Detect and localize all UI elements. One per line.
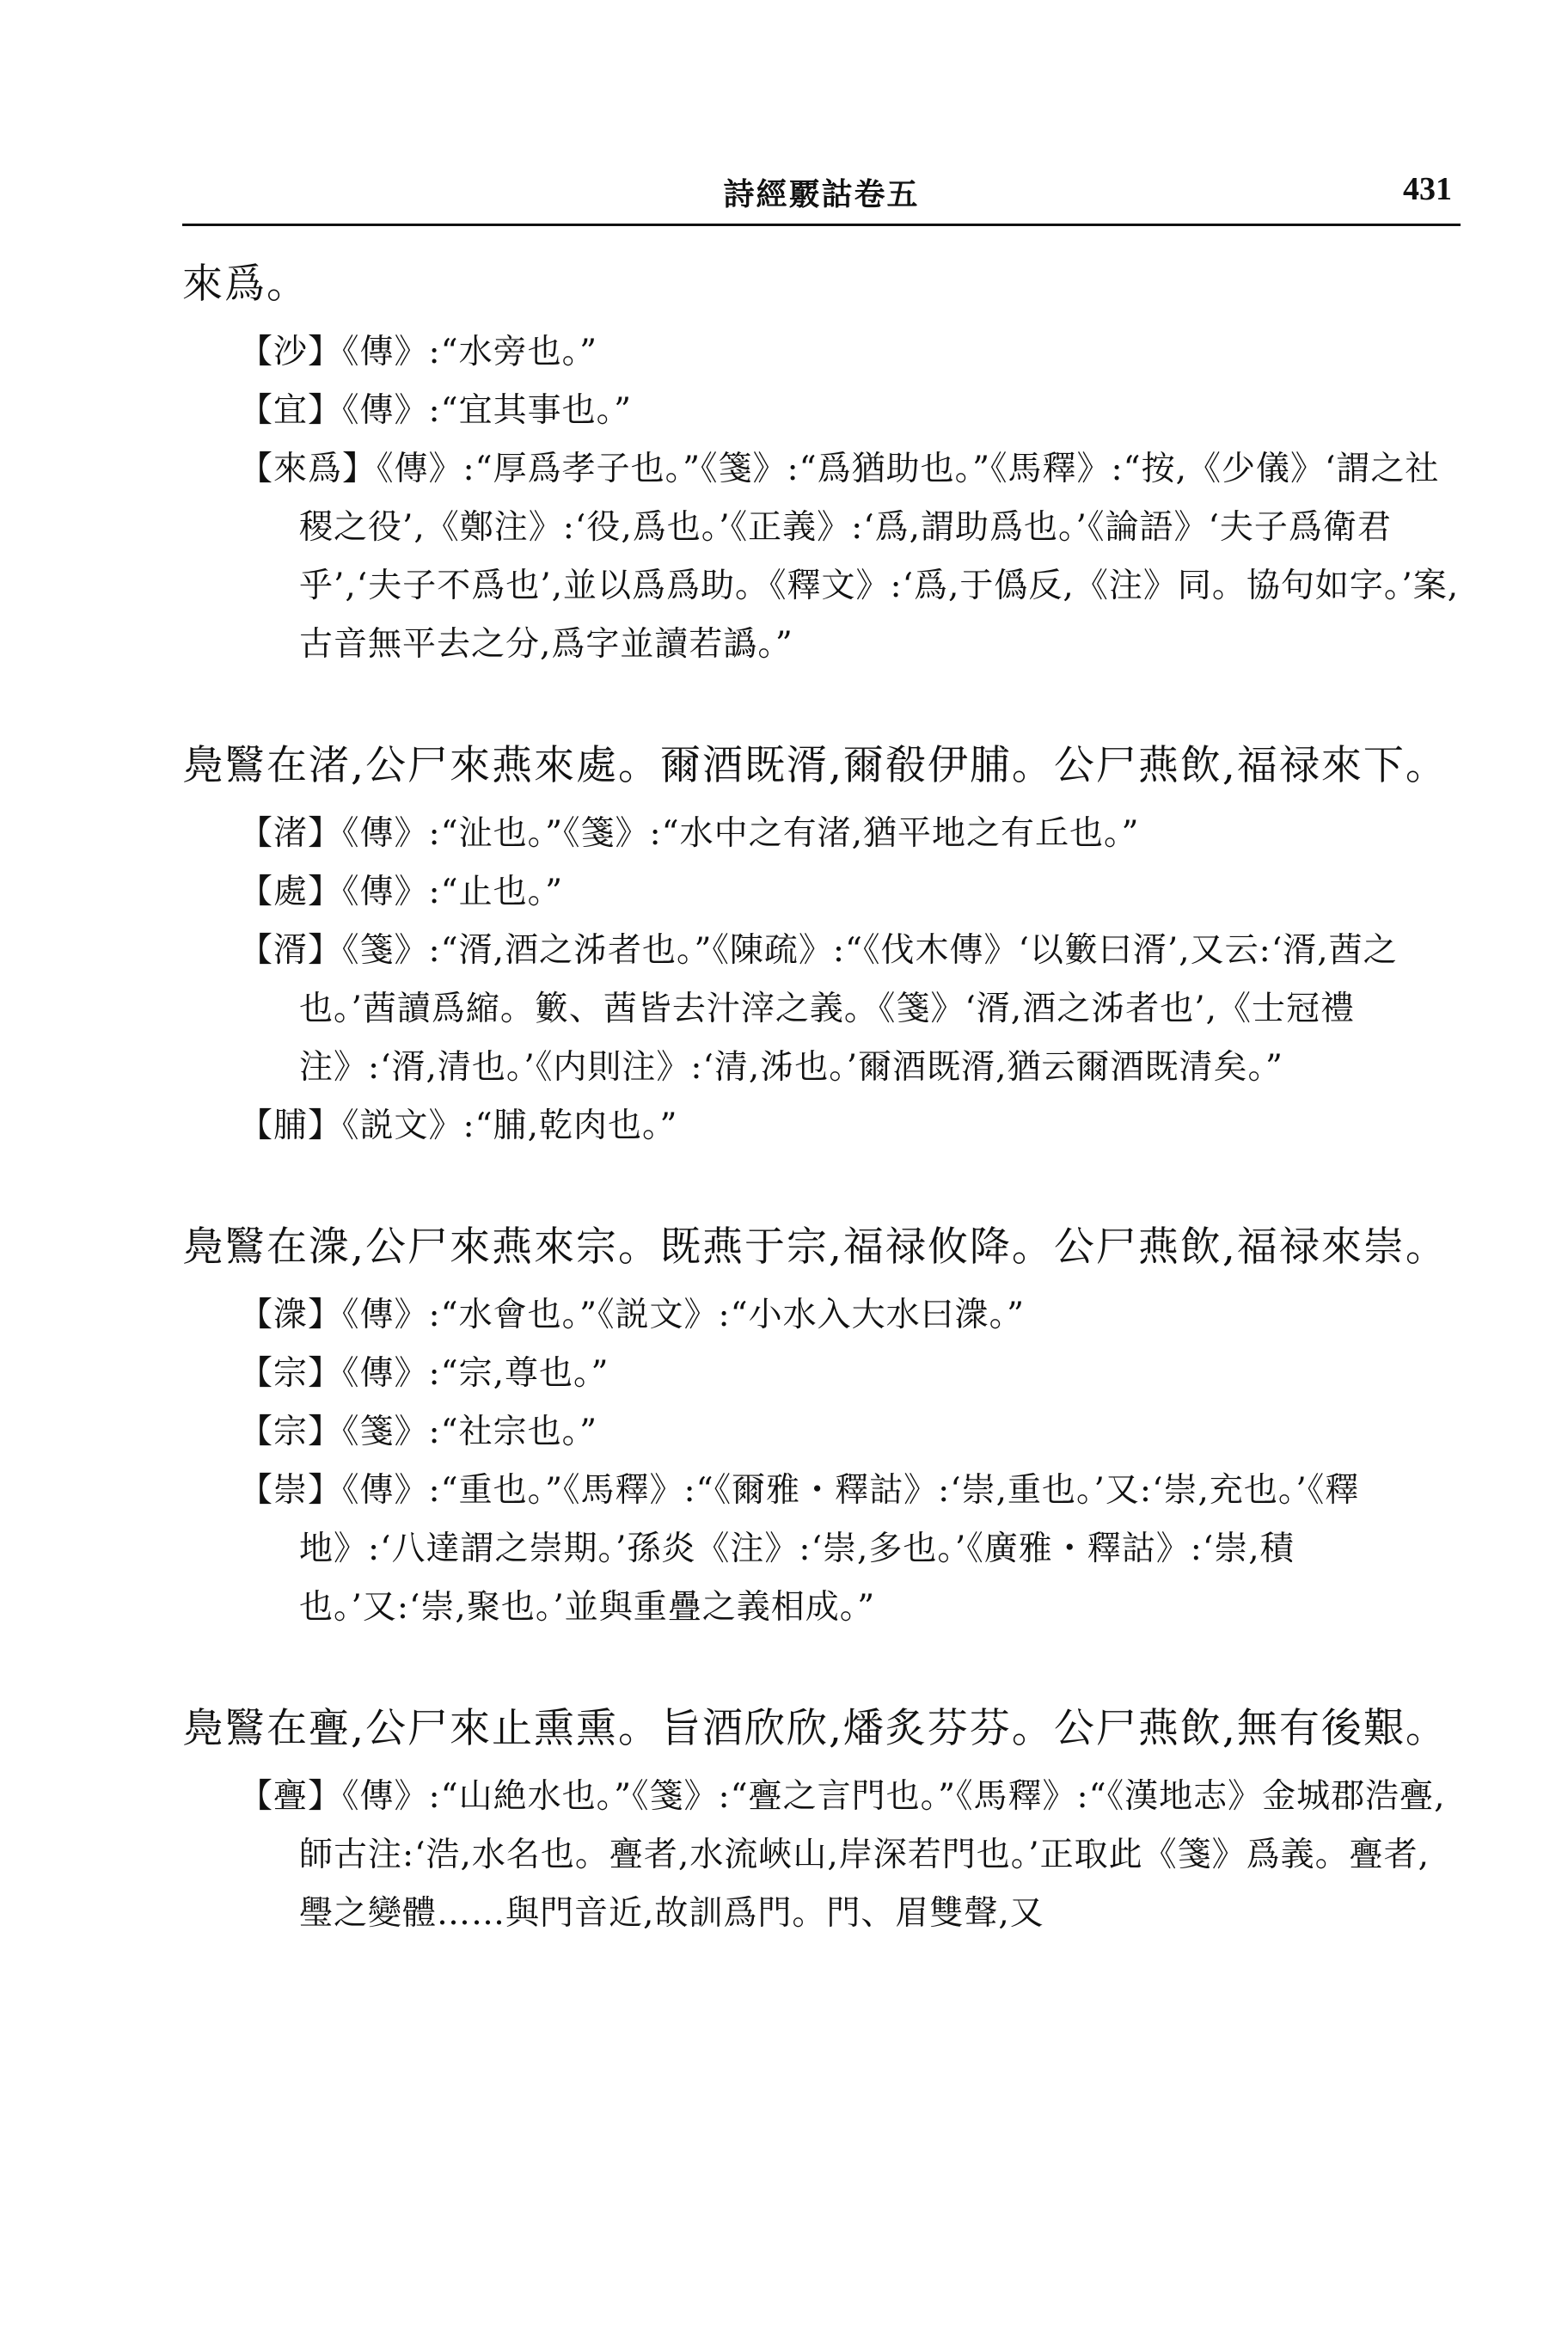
- verse-block: [182, 731, 1461, 1156]
- verse-line: 鳧鷖在亹,公尸來止熏熏。旨酒欣欣,燔炙芬芬。公尸燕飲,無有後艱。: [182, 1705, 1448, 1752]
- verse-line: 來爲。: [182, 261, 309, 308]
- annotation-list: [182, 805, 1461, 1156]
- annotation-list: [182, 323, 1461, 674]
- annotation: 【處】《傳》:“止也。”: [239, 873, 564, 911]
- running-header: [182, 170, 1461, 222]
- page-number: 431: [1403, 171, 1452, 207]
- annotation: 【崇】《傳》:“重也。”《馬釋》:“《爾雅・釋詁》:‘崇,重也。’又:‘崇,充也。’《釋地》:‘八達謂之崇期。’孫炎《注》:‘崇,多也。’《廣雅・釋詁》:‘崇,積也。’又:‘崇,聚也。’並與重疊之義相成。”: [239, 1471, 1360, 1627]
- verse-line: 鳧鷖在渚,公尸來燕來處。爾酒既湑,爾殽伊脯。公尸燕飲,福禄來下。: [182, 742, 1448, 789]
- annotation: 【沙】《傳》:“水旁也。”: [239, 333, 598, 371]
- annotation: 【湑】《箋》:“湑,酒之泲者也。”《陳疏》:“《伐木傳》‘以籔曰湑’,又云:‘湑,莤之也。’莤讀爲縮。籔、莤皆去汁滓之義。《箋》‘湑,酒之泲者也’,《士冠禮注》:‘湑,清也。’《内則注》:‘清,泲也。’爾酒既湑,猶云爾酒既清矣。”: [239, 931, 1398, 1087]
- annotation: 【宗】《箋》:“社宗也。”: [239, 1413, 598, 1451]
- annotation: 【宗】《傳》:“宗,尊也。”: [239, 1354, 609, 1393]
- verse-block: [182, 1212, 1461, 1637]
- verse-block: [182, 1694, 1461, 1943]
- annotation: 【脯】《説文》:“脯,乾肉也。”: [239, 1107, 678, 1145]
- annotation: 【潨】《傳》:“水會也。”《説文》:“小水入大水曰潨。”: [239, 1296, 1026, 1334]
- main-text: [182, 249, 1461, 1943]
- annotation: 【渚】《傳》:“沚也。”《箋》:“水中之有渚,猶平地之有丘也。”: [239, 814, 1140, 853]
- annotation: 【亹】《傳》:“山絶水也。”《箋》:“亹之言門也。”《馬釋》:“《漢地志》金城郡浩亹,師古注:‘浩,水名也。亹者,水流峽山,岸深若門也。’正取此《箋》爲義。亹者,璺之變體……與門音近,故訓爲門。門、眉雙聲,又: [239, 1777, 1446, 1933]
- annotation: 【來爲】《傳》:“厚爲孝子也。”《箋》:“爲猶助也。”《馬釋》:“按,《少儀》‘謂之社稷之役’,《鄭注》:‘役,爲也。’《正義》:‘爲,謂助爲也。’《論語》‘夫子爲衛君乎’,‘夫子不爲也’,並以爲爲助。《釋文》:‘爲,于僞反,《注》同。協句如字。’案,古音無平去之分,爲字並讀若譌。”: [239, 450, 1460, 664]
- header-rule: [182, 224, 1461, 226]
- annotation-list: [182, 1768, 1461, 1943]
- verse-line: 鳧鷖在潨,公尸來燕來宗。既燕于宗,福禄攸降。公尸燕飲,福禄來崇。: [182, 1223, 1448, 1271]
- annotation: 【宜】《傳》:“宜其事也。”: [239, 391, 633, 430]
- annotation-list: [182, 1286, 1461, 1637]
- verse-block: [182, 249, 1461, 674]
- running-title: 詩經覈詁卷五: [723, 176, 920, 212]
